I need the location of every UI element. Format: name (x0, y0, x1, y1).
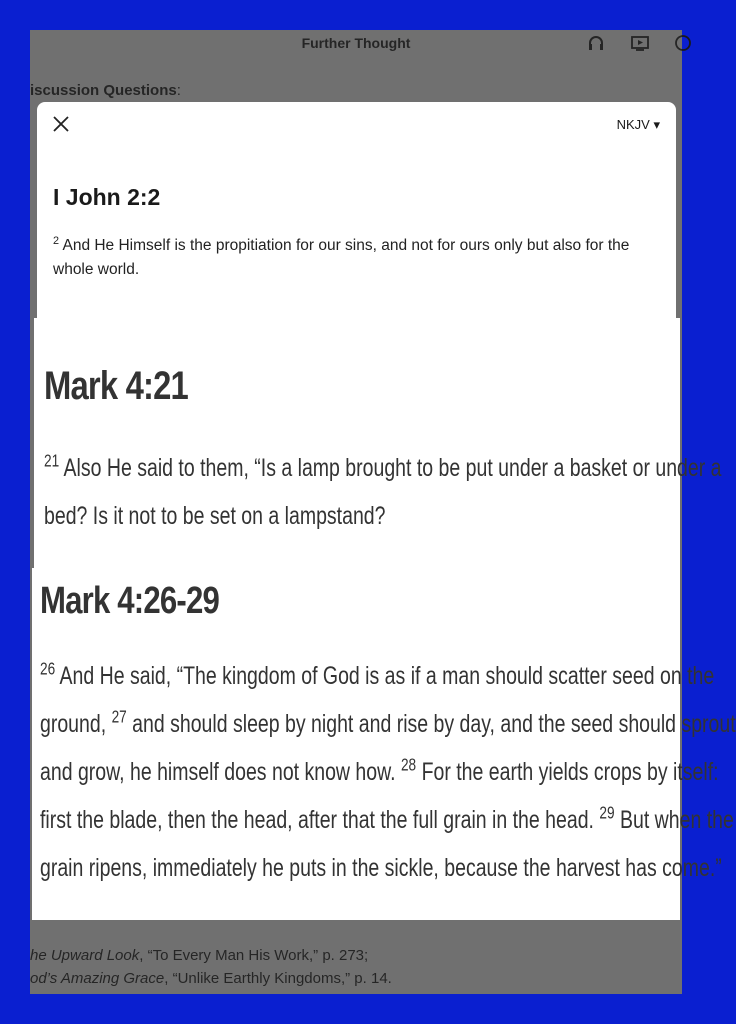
zoomed-verse-mark-4-26-29 (32, 568, 736, 920)
verse-text: $^2$ And He Himself is the propitiation for our sins, and not for ours only but also for the whole world. (53, 234, 630, 278)
close-icon[interactable] (51, 114, 71, 134)
zoomed-verse-mark-4-21 (34, 318, 722, 568)
verse-popup (37, 102, 676, 320)
verse-text: $^{21}$ Also He said to them, “Is a lamp brought to be put under a basket or under a bed? Is it not to be set on a lampstand? (44, 450, 722, 530)
discussion-questions-label: iscussion Questions: (30, 82, 181, 99)
reference-item: od’s Amazing Grace, “Unlike Earthly Kingdoms,” p. 14. (30, 970, 392, 987)
page-title: Further Thought (301, 35, 411, 51)
verse-reference: Mark 4:26-29 (40, 580, 219, 622)
version-selector[interactable]: NKJV ▾ (616, 117, 660, 132)
verse-reference: I John 2:2 (53, 184, 161, 210)
verse-reference: Mark 4:21 (44, 364, 188, 408)
verse-text: $^{26}$ And He said, “The kingdom of God is as if a man should scatter seed on the ground, $^{27}$ and should sleep by night and rise by day, and the seed should sprout and grow, he himself does not know how. $^{28}$ For the earth yields crops by itself: first the blade, then the head, after that the full grain in the head. $^{29}$ But when the grain ripens, immediately he puts in the sickle, because the harvest has come.” (40, 658, 736, 882)
reference-item: he Upward Look, “To Every Man His Work,” p. 273; (30, 947, 369, 964)
